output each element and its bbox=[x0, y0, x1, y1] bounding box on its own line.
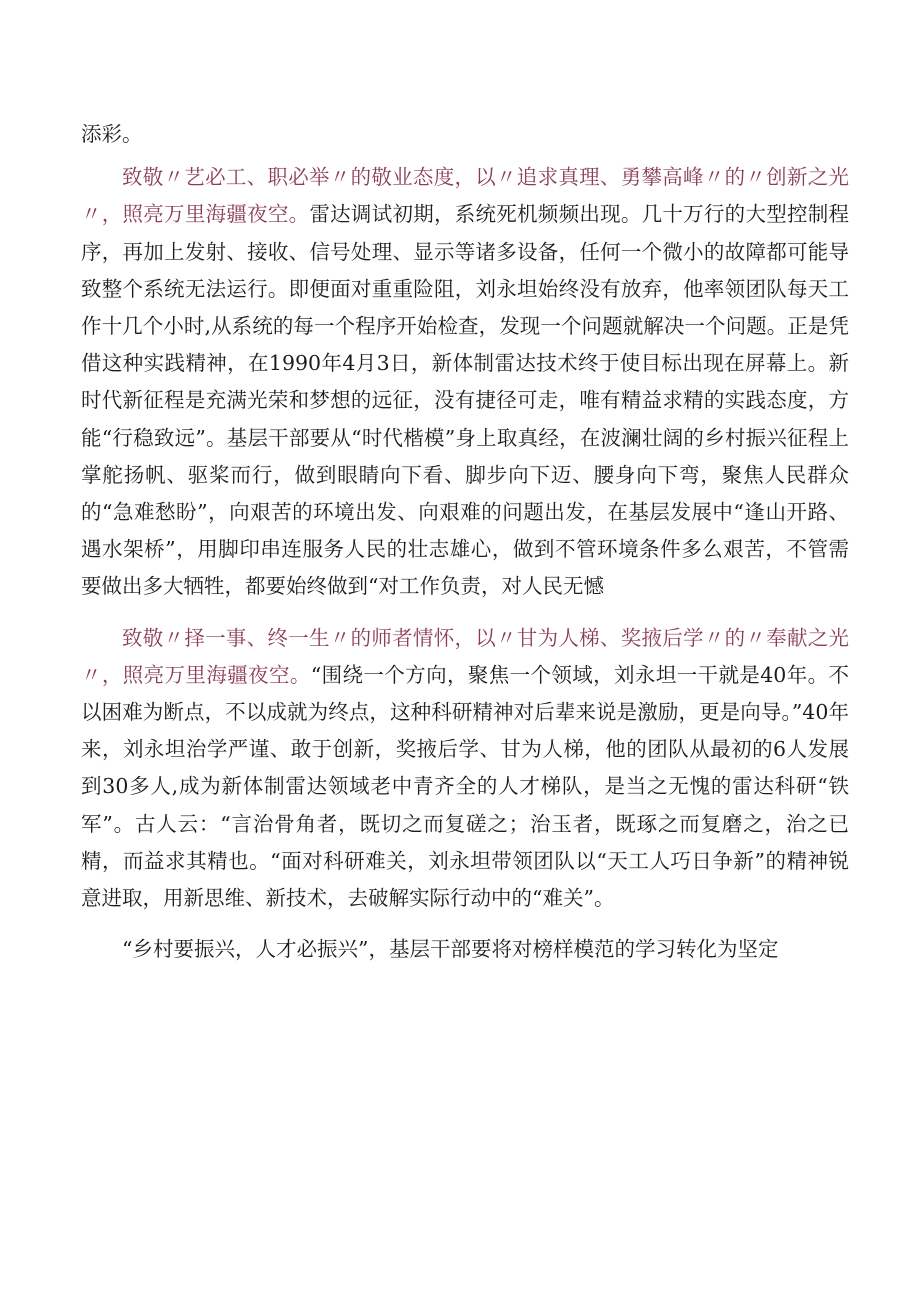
paragraph-lead-in: 致敬〃择一事、终一生〃的师者情怀，以〃甘为人梯、奖掖后学〃的〃奉献之光〃，照亮万里海疆夜空。 bbox=[81, 625, 849, 687]
paragraph-rural-revitalization bbox=[81, 931, 849, 968]
paragraph-innovation bbox=[81, 159, 849, 605]
paragraph-text: 雷达调试初期，系统死机频频出现。几十万行的大型控制程序，再加上发射、接收、信号处理、显示等诸多设备，任何一个微小的故障都可能导致整个系统无法运行。即便面对重重险阻，刘永坦始终没有放弃，他率领团队每天工作十几个小时,从系统的每一个程序开始检查，发现一个问题就解决一个问题。正是凭借这种实践精神，在1990年4月3日，新体制雷达技术终于使目标出现在屏幕上。新时代新征程是充满光荣和梦想的远征，没有捷径可走，唯有精益求精的实践态度，方能“行稳致远”。基层干部要从“时代楷模”身上取真经，在波澜壮阔的乡村振兴征程上掌舵扬帆、驱桨而行，做到眼睛向下看、脚步向下迈、腰身向下弯，聚焦人民群众的“急难愁盼”，向艰苦的环境出发、向艰难的问题出发，在基层发展中“逢山开路、遇水架桥”，用脚印串连服务人民的壮志雄心，做到不管环境条件多么艰苦，不管需要做出多大牺牲，都要始终做到“对工作负责，对人民无憾 bbox=[81, 202, 850, 599]
paragraph-dedication bbox=[81, 620, 849, 918]
paragraph-lead-in: 致敬〃艺必工、职必举〃的敬业态度，以〃追求真理、勇攀高峰〃的〃创新之光〃，照亮万里海疆夜空。 bbox=[81, 165, 849, 227]
document-body bbox=[81, 116, 849, 968]
paragraph-text: 添彩。 bbox=[81, 122, 143, 146]
paragraph-continuation bbox=[81, 116, 849, 153]
paragraph-text: “乡村要振兴，人才必振兴”，基层干部要将对榜样模范的学习转化为坚定 bbox=[122, 937, 779, 962]
paragraph-text: “围绕一个方向，聚焦一个领域，刘永坦一干就是40年。不以困难为断点，不以成就为终点，这种科研精神对后辈来说是激励，更是向导。”40年来，刘永坦治学严谨、敢于创新，奖掖后学、甘为人梯，他的团队从最初的6人发展到30多人,成为新体制雷达领域老中青齐全的人才梯队，是当之无愧的雷达科研“铁军”。古人云：“言治骨角者，既切之而复磋之；治玉者，既琢之而复磨之，治之已精，而益求其精也。“面对科研难关，刘永坦带领团队以“天工人巧日争新”的精神锐意进取，用新思维、新技术，去破解实际行动中的“难关”。 bbox=[81, 662, 849, 911]
